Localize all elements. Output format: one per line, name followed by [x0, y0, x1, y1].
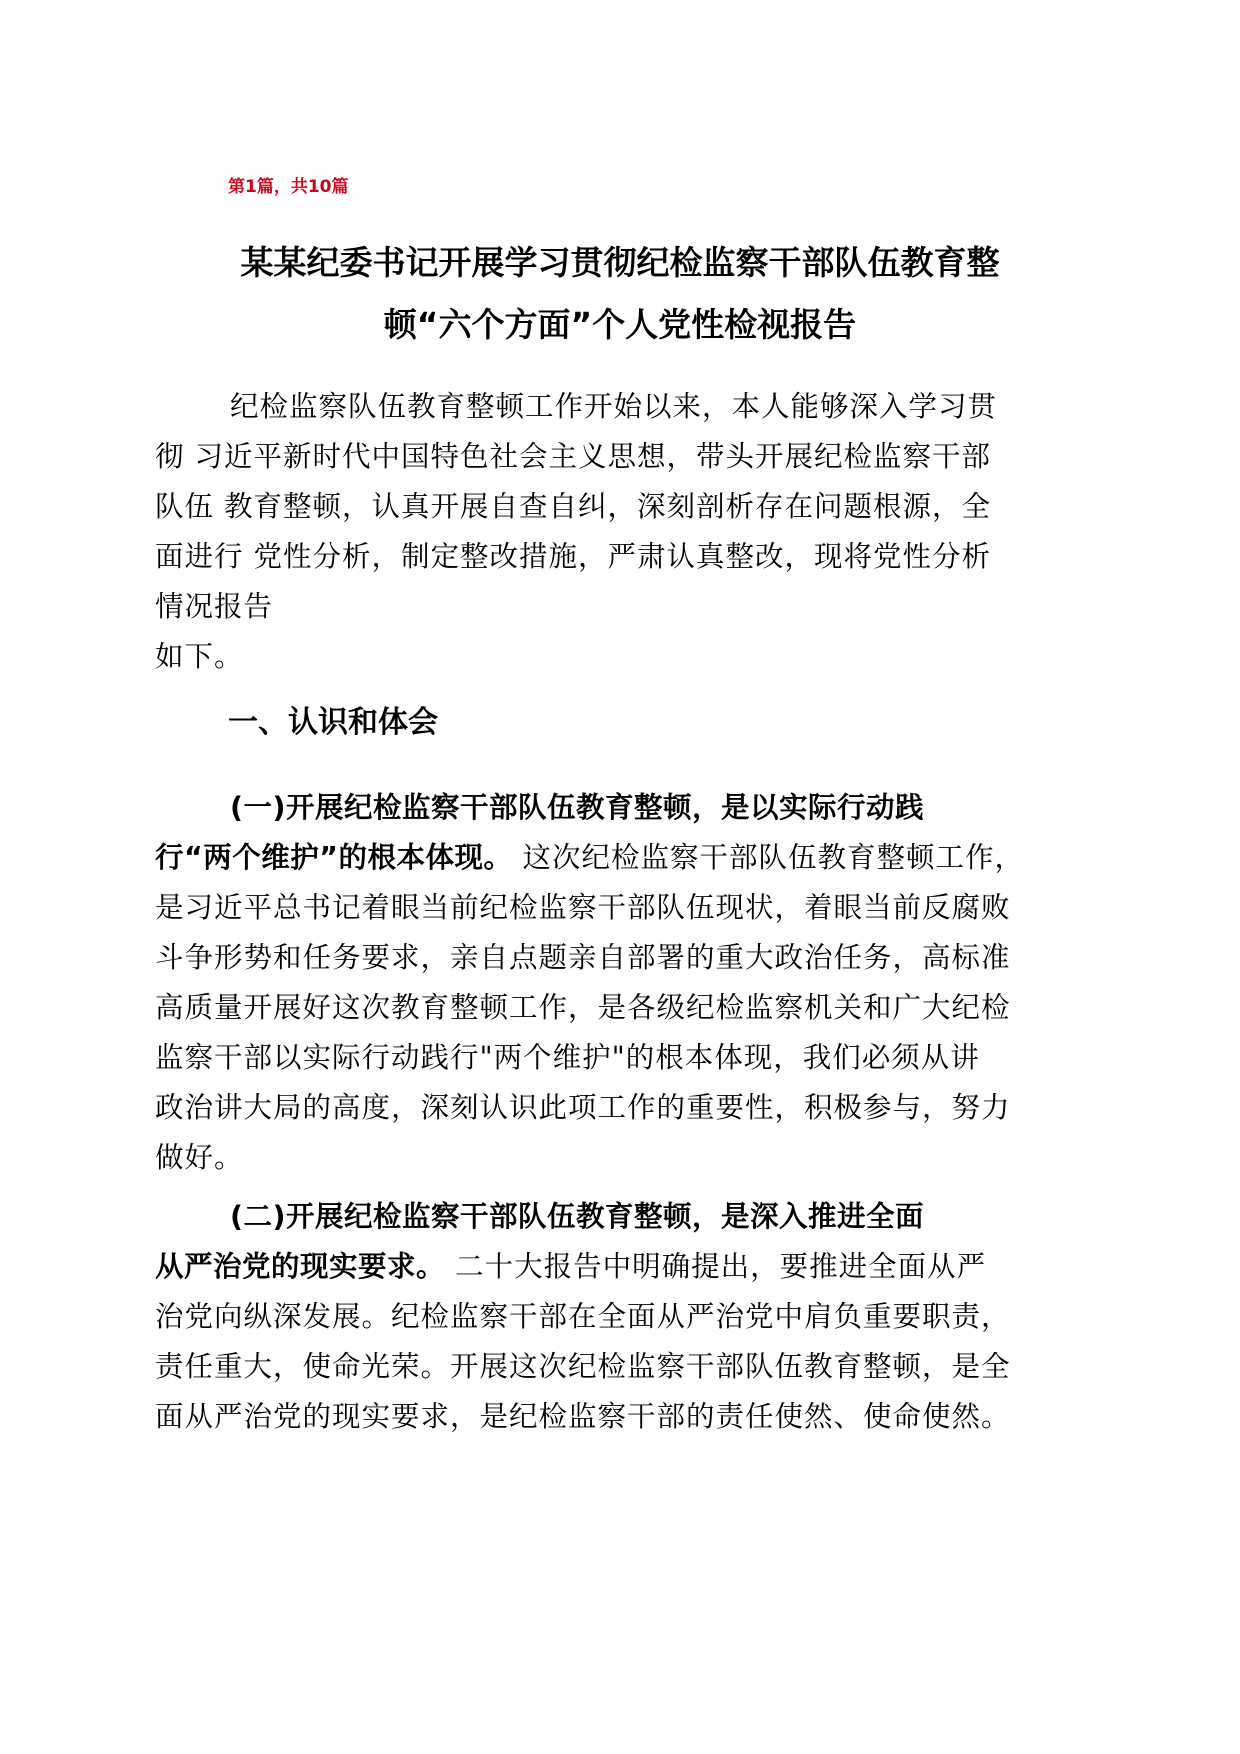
- paragraph-line: 治党向纵深发展。纪检监察干部在全面从严治党中肩负重要职责，: [155, 1300, 1011, 1333]
- paragraph-line: 监察干部以实际行动践行"两个维护"的根本体现，我们必须从讲: [155, 1041, 980, 1074]
- intro-line: 纪检监察队伍教育整顿工作开始以来，本人能够深入学习贯: [230, 390, 998, 423]
- intro-line: 如下。: [155, 640, 244, 673]
- paragraph-1: [155, 783, 1090, 1183]
- intro-paragraph: [155, 382, 1090, 682]
- paragraph-1-text: 这次纪检监察干部队伍教育整顿工作，: [512, 841, 1025, 874]
- paragraph-line: [155, 1242, 1090, 1292]
- intro-line: 彻 习近平新时代中国特色社会主义思想，带头开展纪检监察干部: [155, 440, 992, 473]
- paragraph-line: 是习近平总书记着眼当前纪检监察干部队伍现状，着眼当前反腐败: [155, 891, 1011, 924]
- intro-line: 队伍 教育整顿，认真开展自查自纠，深刻剖析存在问题根源，全: [155, 490, 992, 523]
- paragraph-line: [155, 833, 1090, 883]
- paragraph-2-bold-lead: (二)开展纪检监察干部队伍教育整顿，是深入推进全面: [230, 1200, 925, 1233]
- paragraph-line: 责任重大，使命光荣。开展这次纪检监察干部队伍教育整顿，是全: [155, 1350, 1011, 1383]
- paragraph-1-bold-tail: 行“两个维护”的根本体现。: [155, 841, 513, 874]
- paragraph-1-bold-lead: (一)开展纪检监察干部队伍教育整顿，是以实际行动践: [230, 791, 925, 824]
- page-counter: 第1篇，共10篇: [228, 177, 349, 197]
- paragraph-line: 高质量开展好这次教育整顿工作，是各级纪检监察机关和广大纪检: [155, 991, 1011, 1024]
- paragraph-line: 做好。: [155, 1141, 244, 1174]
- document-title: [150, 232, 1090, 356]
- intro-line: 情况报告: [155, 590, 274, 623]
- paragraph-2-text: 二十大报告中明确提出，要推进全面从严: [445, 1250, 987, 1283]
- section-heading-1: 一、认识和体会: [228, 705, 438, 740]
- title-line-2: 顿“六个方面”个人党性检视报告: [383, 305, 857, 344]
- paragraph-2-bold-tail: 从严治党的现实要求。: [155, 1250, 446, 1283]
- title-line-1: 某某纪委书记开展学习贯彻纪检监察干部队伍教育整: [240, 243, 1000, 282]
- paragraph-line: 面从严治党的现实要求，是纪检监察干部的责任使然、使命使然。: [155, 1400, 1011, 1433]
- paragraph-line: 政治讲大局的高度，深刻认识此项工作的重要性，积极参与，努力: [155, 1091, 1011, 1124]
- paragraph-2: [155, 1192, 1090, 1442]
- intro-line: 面进行 党性分析，制定整改措施，严肃认真整改，现将党性分析: [155, 540, 992, 573]
- paragraph-line: 斗争形势和任务要求，亲自点题亲自部署的重大政治任务，高标准: [155, 941, 1011, 974]
